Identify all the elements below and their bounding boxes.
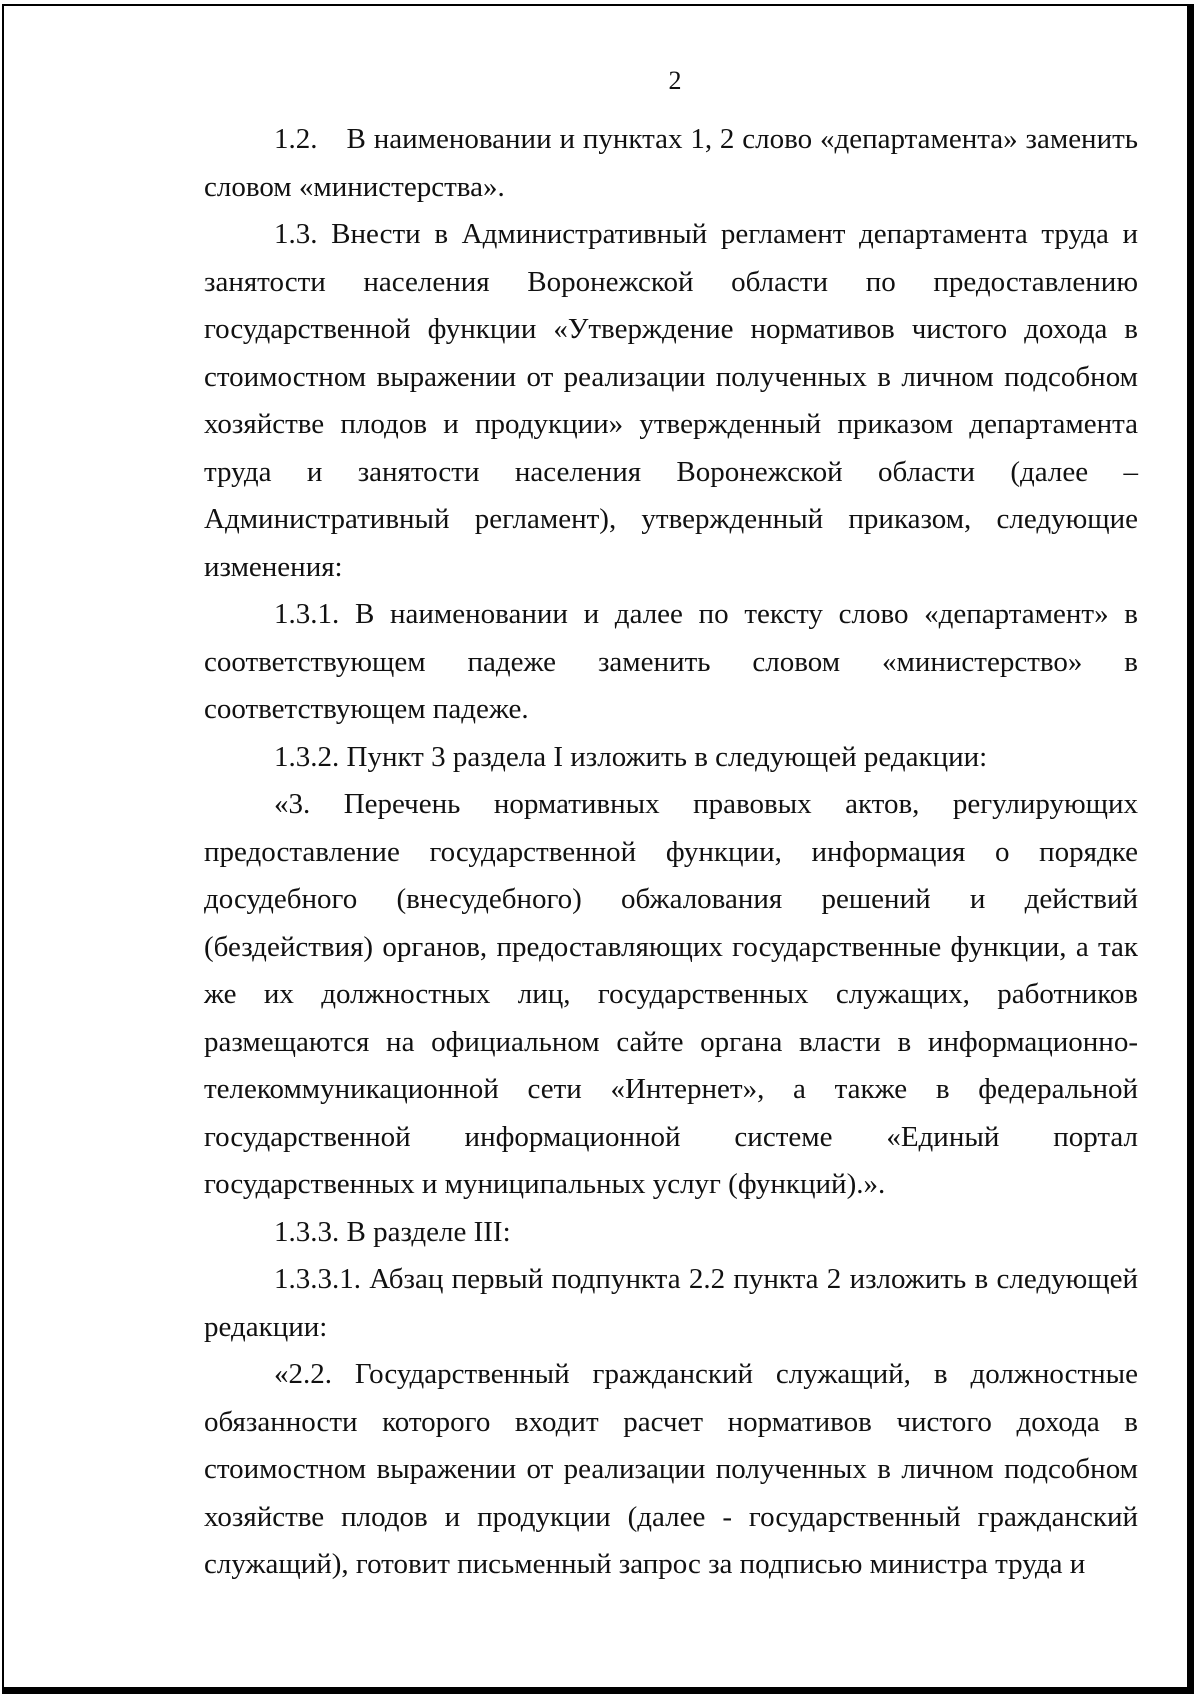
paragraph-1-3-3: 1.3.3. В разделе III: bbox=[274, 1215, 511, 1248]
page-number: 2 bbox=[668, 66, 682, 95]
paragraph-quote-2-2: «2.2. Государственный гражданский служащий, в должностные обязанности которого входит расчет нормативов чистого дохода в стоимостном выражении от реализации полученных в личном подсобном хозяйстве плодов и продукции (далее - государственный гражданский служащий), готовит письменный запрос за подписью министра труда и bbox=[204, 1358, 1138, 1580]
paragraph-1-2: 1.2. В наименовании и пунктах 1, 2 слово «департамента» заменить словом «министерства». bbox=[204, 123, 1138, 203]
paragraph-1-3-1: 1.3.1. В наименовании и далее по тексту слово «департамент» в соответствующем падеже заменить словом «министерство» в соответствующем падеже. bbox=[204, 598, 1138, 725]
document-body bbox=[204, 116, 1138, 1589]
paragraph-quote-3: «3. Перечень нормативных правовых актов, регулирующих предоставление государственной функции, информация о порядке досудебного (внесудебного) обжалования решений и действий (бездействия) органов, предоставляющих государственные функции, а так же их должностных лиц, государственных служащих, работников размещаются на официальном сайте органа власти в информационно-телекоммуникационной сети «Интернет», а также в федеральной государственной информационной системе «Единый портал государственных и муниципальных услуг (функций).». bbox=[204, 788, 1138, 1200]
paragraph-1-3-2: 1.3.2. Пункт 3 раздела I изложить в следующей редакции: bbox=[274, 740, 988, 773]
paragraph-1-3: 1.3. Внести в Административный регламент департамента труда и занятости населения Воронежской области по предоставлению государственной функции «Утверждение нормативов чистого дохода в стоимостном выражении от реализации полученных в личном подсобном хозяйстве плодов и продукции» утвержденный приказом департамента труда и занятости населения Воронежской области (далее – Административный регламент), утвержденный приказом, следующие изменения: bbox=[204, 218, 1138, 583]
paragraph-1-3-3-1: 1.3.3.1. Абзац первый подпункта 2.2 пункта 2 изложить в следующей редакции: bbox=[204, 1263, 1138, 1343]
